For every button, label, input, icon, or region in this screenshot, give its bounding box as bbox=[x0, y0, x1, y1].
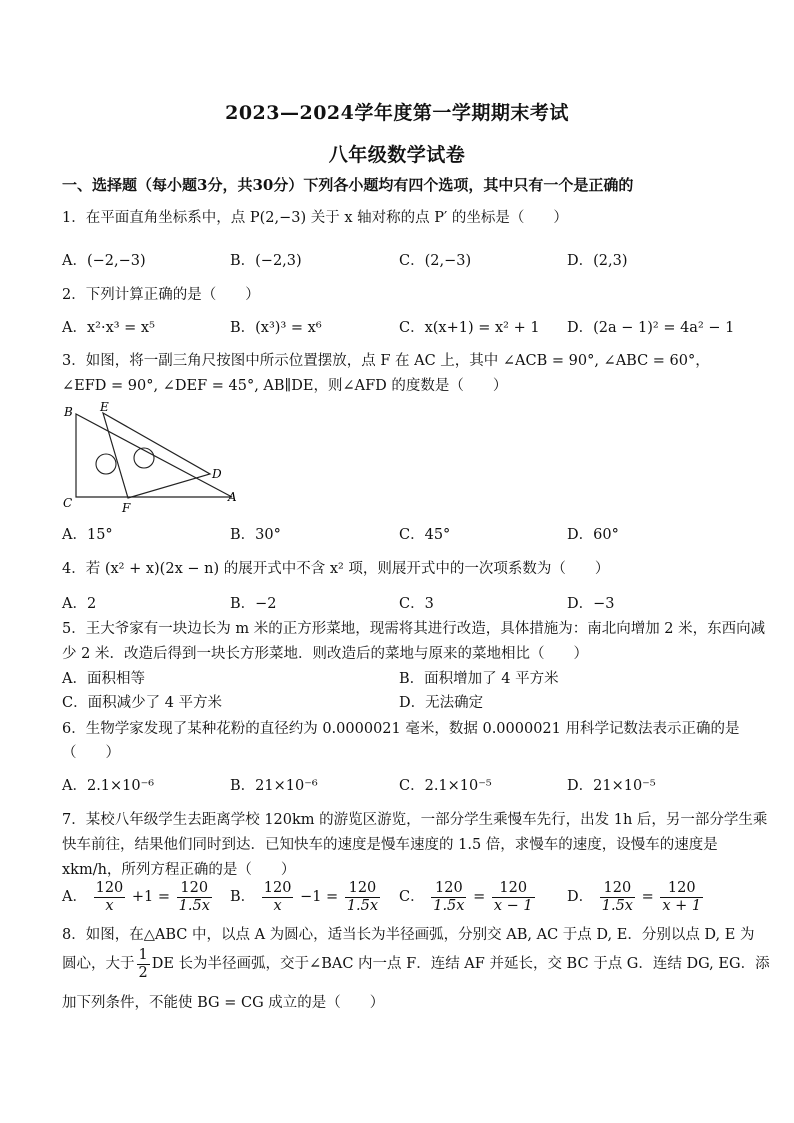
q4-option-d: D．−3 bbox=[567, 596, 615, 612]
label-d: D bbox=[212, 467, 222, 481]
q4-option-c: C．3 bbox=[399, 596, 434, 612]
q6-option-c: C．2.1×10⁻⁵ bbox=[399, 778, 492, 794]
circle-hole-left bbox=[96, 454, 116, 474]
question-3-stem-line1: 3．如图，将一副三角尺按图中所示位置摆放，点 F 在 AC 上，其中 ∠ACB = 90°, ∠ABC = 60°， bbox=[62, 353, 710, 369]
q7-c-operator: = bbox=[473, 889, 486, 906]
label-b: B bbox=[64, 405, 73, 419]
q2-option-b: B．(x³)³ = x⁶ bbox=[230, 320, 322, 336]
question-3-stem-line2: ∠EFD = 90°, ∠DEF = 45°, AB∥DE，则∠AFD 的度数是（ ） bbox=[62, 378, 508, 394]
question-6-stem-line1: 6．生物学家发现了某种花粉的直径约为 0.0000021 毫米，数据 0.0000021 用科学记数法表示正确的是 bbox=[62, 721, 740, 737]
question-8-stem-line3: 加下列条件，不能使 BG = CG 成立的是（ ） bbox=[62, 995, 385, 1011]
question-5-stem-line2: 少 2 米．改造后得到一块长方形菜地．则改造后的菜地与原来的菜地相比（ ） bbox=[62, 646, 588, 662]
q7-c-right-fraction: $\frac{120}{x - 1}$ bbox=[493, 880, 533, 914]
q7-option-c-label: C． bbox=[399, 889, 425, 906]
label-a: A bbox=[228, 490, 237, 504]
q2-option-a: A．x²·x³ = x⁵ bbox=[62, 320, 155, 336]
q3-triangle-figure bbox=[60, 400, 250, 520]
q2-option-d: D．(2a − 1)² = 4a² − 1 bbox=[567, 320, 735, 336]
q4-option-a: A．2 bbox=[62, 596, 97, 612]
question-6-stem-line2: （ ） bbox=[62, 745, 120, 761]
question-8-stem-line2 bbox=[62, 947, 770, 981]
q7-a-right-fraction: $\frac{120}{1.5x}$ bbox=[178, 880, 210, 914]
q7-d-left-fraction: $\frac{120}{1.5x}$ bbox=[601, 880, 633, 914]
q6-option-b: B．21×10⁻⁶ bbox=[230, 778, 318, 794]
question-5-stem-line1: 5．王大爷家有一块边长为 m 米的正方形菜地，现需将其进行改造，具体措施为：南北向增加 2 米，东西向减 bbox=[62, 621, 766, 637]
q5-option-a: A．面积相等 bbox=[62, 671, 145, 687]
label-c: C bbox=[63, 496, 73, 510]
q8-line2-suffix: DE 长为半径画弧，交于∠BAC 内一点 F．连结 AF 并延长，交 BC 于点 G．连结 DG, EG．添 bbox=[151, 956, 770, 973]
q7-option-b bbox=[230, 880, 382, 914]
q1-option-a: A．(−2,−3) bbox=[62, 253, 146, 269]
q7-option-d bbox=[567, 880, 705, 914]
circle-hole-right bbox=[134, 448, 154, 468]
q8-line2-prefix: 圆心，大于 bbox=[62, 956, 135, 973]
q1-option-c: C．(2,−3) bbox=[399, 253, 472, 269]
q8-half-fraction: $\frac{1}{2}$ bbox=[138, 947, 148, 981]
q3-option-c: C．45° bbox=[399, 527, 451, 543]
q7-a-operator: +1 = bbox=[131, 889, 171, 906]
set-square-45 bbox=[103, 413, 210, 498]
question-7-stem-line1: 7．某校八年级学生去距离学校 120km 的游览区游览，一部分学生乘慢车先行，出发 1h 后，另一部分学生乘 bbox=[62, 812, 768, 828]
q1-option-b: B．(−2,3) bbox=[230, 253, 302, 269]
exam-title: 2023—2024学年度第一学期期末考试 bbox=[225, 102, 569, 124]
label-f: F bbox=[122, 501, 131, 515]
q7-option-c bbox=[399, 880, 537, 914]
question-4-stem: 4．若 (x² + x)(2x − n) 的展开式中不含 x² 项，则展开式中的一次项系数为（ ） bbox=[62, 561, 610, 577]
q5-option-b: B．面积增加了 4 平方米 bbox=[399, 671, 559, 687]
q5-option-d: D．无法确定 bbox=[399, 695, 484, 711]
question-1-stem: 1．在平面直角坐标系中，点 P(2,−3) 关于 x 轴对称的点 P′ 的坐标是（ ） bbox=[62, 210, 568, 226]
question-7-stem-line3: xkm/h，所列方程正确的是（ ） bbox=[62, 862, 296, 878]
q2-option-c: C．x(x+1) = x² + 1 bbox=[399, 320, 540, 336]
q7-b-right-fraction: $\frac{120}{1.5x}$ bbox=[346, 880, 379, 914]
q7-a-left-fraction: $\frac{120}{x}$ bbox=[95, 880, 124, 914]
question-8-stem-line1: 8．如图，在△ABC 中，以点 A 为圆心，适当长为半径画弧，分别交 AB, AC 于点 D, E．分别以点 D, E 为 bbox=[62, 927, 755, 943]
q7-d-right-fraction: $\frac{120}{x + 1}$ bbox=[662, 880, 702, 914]
q3-option-a: A．15° bbox=[62, 527, 113, 543]
q7-c-left-fraction: $\frac{120}{1.5x}$ bbox=[433, 880, 465, 914]
q7-option-a bbox=[62, 880, 214, 914]
q6-option-a: A．2.1×10⁻⁶ bbox=[62, 778, 155, 794]
q6-option-d: D．21×10⁻⁵ bbox=[567, 778, 656, 794]
question-2-stem: 2．下列计算正确的是（ ） bbox=[62, 287, 260, 303]
question-7-stem-line2: 快车前往，结果他们同时到达．已知快车的速度是慢车速度的 1.5 倍，求慢车的速度，设慢车的速度是 bbox=[62, 837, 718, 853]
section-heading: 一、选择题（每小题3分，共30分）下列各小题均有四个选项，其中只有一个是正确的 bbox=[62, 176, 634, 194]
q5-option-c: C．面积减少了 4 平方米 bbox=[62, 695, 223, 711]
q1-option-d: D．(2,3) bbox=[567, 253, 628, 269]
q7-d-operator: = bbox=[641, 889, 654, 906]
exam-subtitle: 八年级数学试卷 bbox=[328, 144, 466, 166]
q7-option-d-label: D． bbox=[567, 889, 594, 906]
q3-option-d: D．60° bbox=[567, 527, 619, 543]
q7-option-a-label: A． bbox=[62, 889, 87, 906]
label-e: E bbox=[100, 400, 109, 414]
q7-option-b-label: B． bbox=[230, 889, 256, 906]
q3-option-b: B．30° bbox=[230, 527, 281, 543]
q7-b-left-fraction: $\frac{120}{x}$ bbox=[263, 880, 292, 914]
q7-b-operator: −1 = bbox=[300, 889, 339, 906]
q4-option-b: B．−2 bbox=[230, 596, 277, 612]
